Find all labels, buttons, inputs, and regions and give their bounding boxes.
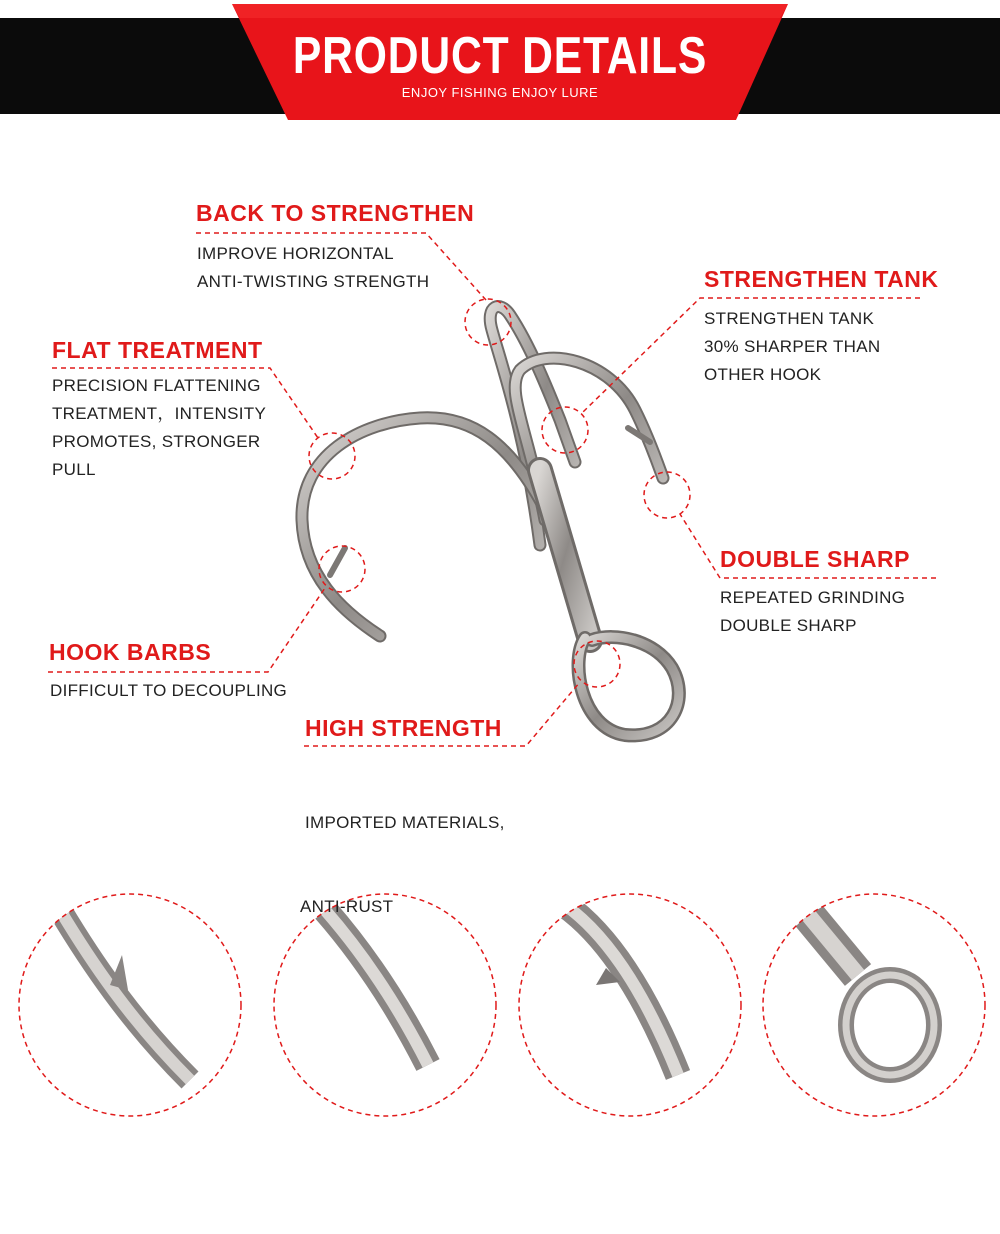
strengthen-tank-title: STRENGTHEN TANK (704, 266, 939, 292)
high-strength-title: HIGH STRENGTH (305, 715, 502, 741)
double-sharp-desc: REPEATED GRINDING DOUBLE SHARP (720, 588, 906, 635)
closeup-eye (763, 894, 985, 1116)
page-title: PRODUCT DETAILS (292, 27, 708, 85)
treble-hook-image (302, 307, 679, 736)
back-to-strengthen-title: BACK TO STRENGTHEN (196, 200, 475, 226)
closeup-barb (18, 894, 242, 1118)
page-subtitle: ENJOY FISHING ENJOY LURE (401, 85, 599, 100)
closeup-double-barb (519, 894, 741, 1116)
hook-barbs-desc: DIFFICULT TO DECOUPLING (50, 681, 288, 700)
flat-treatment-title: FLAT TREATMENT (52, 337, 263, 363)
high-strength-desc: IMPORTED MATERIALS, ANTI-RUST (300, 813, 505, 916)
strengthen-tank-desc: STRENGTHEN TANK 30% SHARPER THAN OTHER HOOK (704, 309, 881, 384)
back-to-strengthen-desc: IMPROVE HORIZONTAL ANTI-TWISTING STRENGTH (197, 244, 430, 291)
hook-barbs-title: HOOK BARBS (49, 639, 212, 665)
double-sharp-title: DOUBLE SHARP (720, 546, 911, 572)
flat-treatment-desc: PRECISION FLATTENING TREATMENT，INTENSITY PROMOTES, STRONGER PULL (52, 376, 267, 479)
